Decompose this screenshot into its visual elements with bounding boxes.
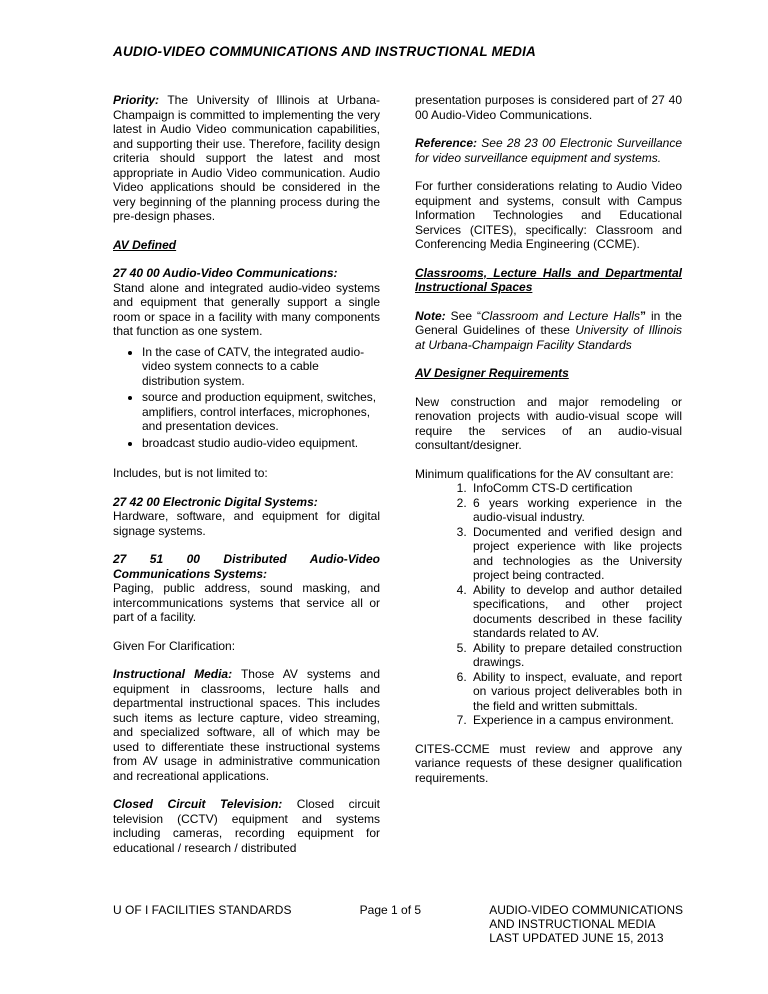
text-run: Those AV systems and equipment in classrooms, lecture halls and departmental instructional spaces. This includes such items as lecture capture, video streaming, and specialized software, all of which may be used to differentiate these instructional systems from AV usage in administrative communication and recreational applications.	[113, 667, 381, 783]
right-column	[415, 93, 682, 855]
text-run: Classroom and Lecture Halls	[480, 308, 640, 323]
list-item: 4. Ability to develop and author detailed specifications, and other project documents described in these facility standards related to AV.	[470, 583, 682, 641]
text-run: Instructional Media:	[113, 667, 233, 681]
av-components-bullet-list	[113, 345, 380, 451]
text-run: Reference:	[415, 136, 478, 150]
paragraph-qualifications-intro: Minimum qualifications for the AV consultant are:	[415, 466, 674, 481]
text-run: Note:	[415, 308, 446, 323]
paragraph-presentation-continuation: presentation purposes is considered part of 27 40 00 Audio-Video Communications.	[415, 93, 682, 122]
section-275100-text: Paging, public address, sound masking, and intercommunications systems that service all or part of a facility.	[113, 581, 380, 624]
text-run: ”	[640, 308, 646, 323]
text-run: See “	[445, 308, 481, 323]
text-run: in the General Guidelines of these	[415, 308, 682, 337]
footer-last-updated: LAST UPDATED JUNE 15, 2013	[489, 931, 664, 945]
left-column	[113, 93, 380, 855]
paragraph-variance: CITES-CCME must review and approve any variance requests of these designer qualification requirements.	[415, 741, 682, 785]
footer-doc-info	[489, 903, 683, 945]
heading-classrooms: Classrooms, Lecture Halls and Departmental Instructional Spaces	[415, 265, 682, 294]
footer-page-number: Page 1 of 5	[359, 903, 422, 917]
footer-doc-title-line2: AND INSTRUCTIONAL MEDIA	[489, 917, 656, 931]
text-run: The University of Illinois at Urbana-Champaign is committed to implementing the very latest in Audio Video communication capabilities, and supporting their use. Therefore, facility design criteria should support the latest and most appropriate in Audio Video communication. Audio Video applications should be considered in the very beginning of the planning process during the pre-design phases.	[113, 93, 380, 223]
section-274200-title: 27 42 00 Electronic Digital Systems:	[113, 494, 318, 509]
paragraph-priority	[113, 93, 380, 224]
text-run: Closed Circuit Television:	[113, 797, 283, 811]
list-item: 2. 6 years working experience in the audio-visual industry.	[470, 496, 682, 525]
paragraph-clarification: Given For Clarification:	[113, 638, 236, 653]
document-title: AUDIO-VIDEO COMMUNICATIONS AND INSTRUCTIONAL MEDIA	[113, 44, 536, 59]
text-run: Priority:	[113, 93, 160, 107]
paragraph-reference	[415, 136, 682, 165]
paragraph-new-construction: New construction and major remodeling or renovation projects with audio-visual scope will require the services of an audio-visual consultant/designer.	[415, 394, 682, 452]
paragraph-cites: For further considerations relating to Audio Video equipment and systems, consult with Campus Information Technologies and Educational Services (CITES), specifically: Classroom and Conferencing Media Engineering (CCME).	[415, 179, 682, 251]
paragraph-instructional-media	[113, 667, 380, 783]
section-274000-text: Stand alone and integrated audio-video systems and equipment that generally support a single room or space in a facility with many components that function as one system.	[113, 280, 380, 338]
two-column-layout	[113, 93, 683, 855]
section-274000-title: 27 40 00 Audio-Video Communications:	[113, 266, 338, 280]
list-item: 3. Documented and verified design and project experience with like projects and technologies as the University project being contracted.	[470, 525, 682, 583]
list-item: • broadcast studio audio-video equipment.	[142, 436, 380, 451]
footer-doc-title-line1: AUDIO-VIDEO COMMUNICATIONS	[489, 903, 683, 917]
list-item: 1. InfoComm CTS-D certification	[470, 481, 682, 496]
heading-av-defined: AV Defined	[113, 237, 177, 252]
footer-standards-label: U OF I FACILITIES STANDARDS	[113, 903, 292, 917]
list-item: 7. Experience in a campus environment.	[470, 713, 682, 728]
paragraph-includes: Includes, but is not limited to:	[113, 466, 268, 480]
list-item: • source and production equipment, switches, amplifiers, control interfaces, microphones, and presentation devices.	[142, 390, 380, 434]
list-item: 5. Ability to prepare detailed construction drawings.	[470, 641, 682, 670]
paragraph-cctv	[113, 797, 380, 855]
page-footer	[113, 903, 683, 945]
text-run: University of Illinois at Urbana-Champaign Facility Standards	[415, 323, 682, 352]
list-item: 6. Ability to inspect, evaluate, and report on various project deliverables both in the field and written submittals.	[470, 670, 682, 714]
section-274200-text: Hardware, software, and equipment for digital signage systems.	[113, 509, 380, 538]
paragraph-note	[415, 309, 682, 353]
text-run: Closed circuit television (CCTV) equipment and systems including cameras, recording equipment for educational / research / distributed	[113, 797, 380, 855]
qualification-list	[415, 481, 682, 728]
heading-av-designer-requirements: AV Designer Requirements	[415, 366, 569, 380]
section-275100-title: 27 51 00 Distributed Audio-Video Communications Systems:	[113, 552, 380, 581]
list-item: • In the case of CATV, the integrated audio-video system connects to a cable distribution system.	[142, 345, 380, 389]
text-run: See 28 23 00 Electronic Surveillance for video surveillance equipment and systems.	[415, 136, 682, 165]
